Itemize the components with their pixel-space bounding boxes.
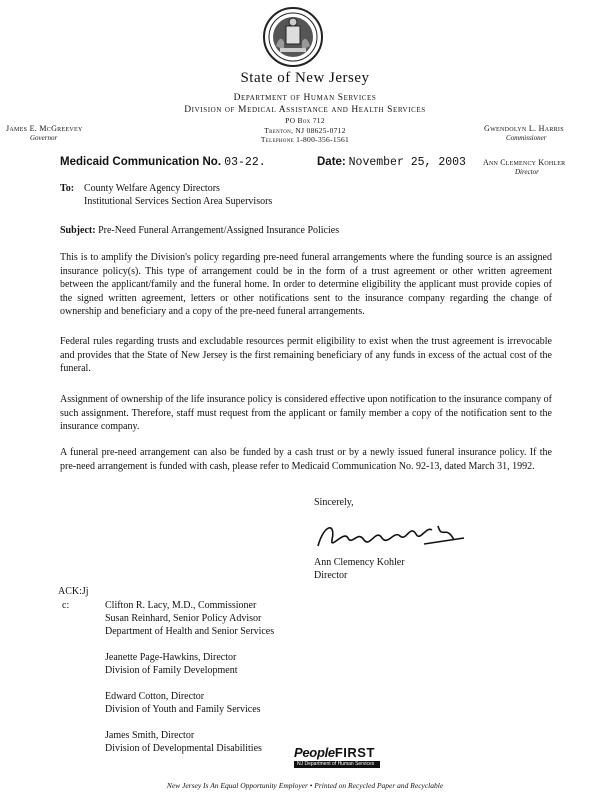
address-line: Trenton, NJ 08625-0712: [264, 125, 346, 135]
logo-word-first: FIRST: [334, 745, 375, 760]
address-line: Telephone 1-800-356-1561: [260, 135, 350, 144]
date-label: Date:: [317, 156, 346, 168]
people-first-logo: [294, 746, 380, 768]
cc-recipient: Jeanette Page-Hawkins, Director: [105, 652, 237, 663]
body-paragraph: Federal rules regarding trusts and excludable resources permit eligibility to exist when the trust agreement is irrevocable and provides that the State of New Jersey is the first remaining beneficiary of any funds in excess of the actual cost of the funeral.: [60, 336, 552, 374]
logo-subtitle: NJ Department of Human Services: [294, 761, 380, 768]
cc-recipient: Division of Family Development: [105, 665, 238, 676]
department-name: Department of Human Services: [233, 93, 377, 103]
memo-date: [317, 156, 466, 169]
cc-recipient: Division of Developmental Disabilities: [105, 743, 262, 754]
cc-label: c:: [62, 600, 70, 611]
address-line: PO Box 712: [285, 116, 325, 125]
ack-initials: ACK:Jj: [58, 586, 89, 597]
division-name: Division of Medical Assistance and Health Services: [184, 105, 426, 115]
commissioner-title: Commissioner: [506, 134, 547, 142]
cc-recipient: Edward Cotton, Director: [105, 691, 205, 702]
signatory-title: Director: [314, 570, 348, 581]
footer-note: New Jersey Is An Equal Opportunity Employer • Printed on Recycled Paper and Recyclable: [166, 781, 444, 790]
body-paragraph: A funeral pre-need arrangement can also be funded by a cash trust or by a newly issued funeral insurance policy. If the pre-need arrangement is funded with cash, please refer to Medicaid Communication No. 92-13, dated March 31, 1992.: [60, 447, 552, 472]
cc-recipient: Clifton R. Lacy, M.D., Commissioner: [105, 600, 257, 611]
logo-word-people: People: [294, 745, 335, 760]
to-recipient: Institutional Services Section Area Supervisors: [84, 196, 273, 207]
director-title-header: Director: [515, 168, 539, 176]
state-seal-icon: [262, 6, 324, 68]
to-label: To:: [60, 183, 75, 194]
governor-name: James E. McGreevey: [6, 124, 83, 133]
closing-salutation: Sincerely,: [314, 497, 354, 508]
department-block: [0, 92, 610, 116]
signature-icon: [314, 516, 474, 556]
communication-label: Medicaid Communication No.: [60, 156, 222, 168]
subject-line: [60, 225, 339, 236]
subject-label: Subject:: [60, 225, 96, 236]
subject-text: Pre-Need Funeral Arrangement/Assigned Insurance Policies: [98, 225, 340, 236]
state-title: State of New Jersey: [240, 70, 370, 86]
signatory-name: Ann Clemency Kohler: [314, 557, 405, 568]
director-name-header: Ann Clemency Kohler: [483, 158, 566, 167]
body-paragraph: This is to amplify the Division's policy regarding pre-need funeral arrangements where the funding source is an assigned insurance policy(s). This type of arrangement could be in the form of a trust agreement or other written agreement between the applicant/family and the funeral home. In order to determine eligibility the applicant must provide copies of the signed written agreement, letters or other notifications sent to the insurance company regarding the change of ownership and beneficiary and a copy of the pre-need funeral arrangements.: [60, 252, 552, 317]
date-value: November 25, 2003: [348, 156, 466, 169]
communication-number: [60, 156, 266, 169]
cc-recipient: Department of Health and Senior Services: [105, 626, 275, 637]
commissioner-name: Gwendolyn L. Harris: [484, 124, 564, 133]
governor-title: Governor: [30, 134, 58, 142]
to-recipient: County Welfare Agency Directors: [84, 183, 220, 194]
cc-recipient: Susan Reinhard, Senior Policy Advisor: [105, 613, 262, 624]
communication-value: 03-22.: [224, 156, 266, 169]
cc-recipient: Division of Youth and Family Services: [105, 704, 261, 715]
cc-recipient: James Smith, Director: [105, 730, 195, 741]
body-paragraph: Assignment of ownership of the life insurance policy is considered effective upon notification to the insurance company of such assignment. Therefore, staff must request from the applicant or family member a copy of the notification sent to the insurance company.: [60, 394, 552, 432]
